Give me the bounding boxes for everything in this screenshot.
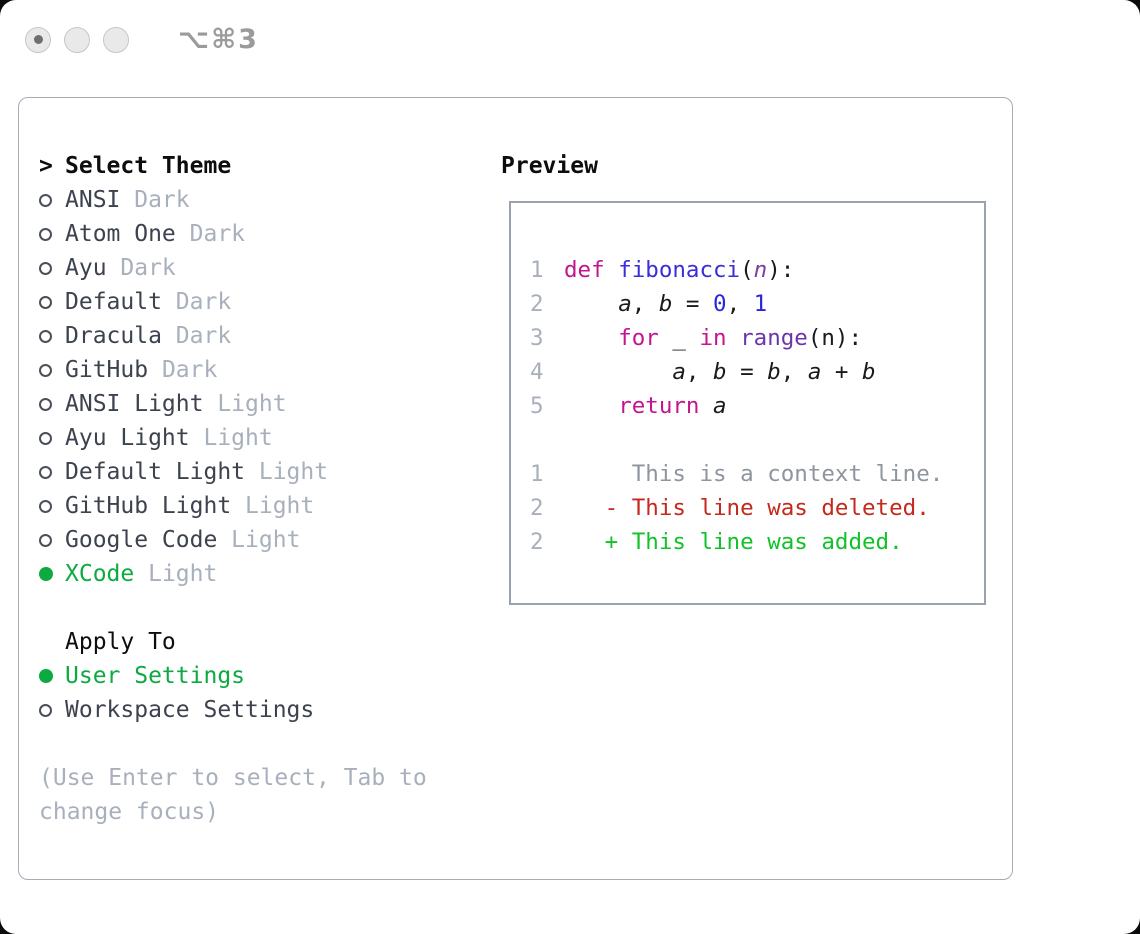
code-token <box>699 393 713 419</box>
apply-to-option[interactable] <box>39 659 427 693</box>
selected-radio-icon <box>39 567 53 581</box>
code-line <box>530 355 984 389</box>
line-number: 1 <box>530 461 544 487</box>
theme-item-variant: Light <box>189 425 273 451</box>
theme-item-name: Ayu Light <box>65 425 190 451</box>
diff-text: + This line was added. <box>564 529 903 555</box>
theme-item-variant: Dark <box>120 187 190 213</box>
line-number: 5 <box>530 393 544 419</box>
theme-list-item[interactable] <box>39 489 427 523</box>
code-preview-lines <box>530 253 984 423</box>
radio-icon <box>39 432 52 445</box>
code-token: b <box>713 359 727 385</box>
apply-option-marker <box>39 669 65 683</box>
code-token: , <box>780 359 808 385</box>
theme-list <box>39 183 427 591</box>
keyboard-hint <box>39 761 427 829</box>
theme-item-name: Ayu <box>65 255 107 281</box>
theme-list-item[interactable] <box>39 523 427 557</box>
theme-item-name: GitHub Light <box>65 493 232 519</box>
code-token: b <box>862 359 876 385</box>
theme-list-item[interactable] <box>39 285 427 319</box>
selected-radio-icon <box>39 669 53 683</box>
window-minimize-button[interactable] <box>64 27 90 53</box>
line-number: 1 <box>530 257 544 283</box>
window-titlebar <box>25 24 259 55</box>
radio-icon <box>39 194 52 207</box>
theme-item-variant: Light <box>231 493 315 519</box>
line-number: 2 <box>530 495 544 521</box>
code-token <box>605 257 619 283</box>
code-line <box>530 287 984 321</box>
theme-item-marker <box>39 432 65 445</box>
code-token: in <box>699 325 727 351</box>
section-gap <box>39 727 427 761</box>
theme-item-variant: Dark <box>106 255 176 281</box>
preview-header: Preview <box>501 153 598 179</box>
diff-line-added <box>530 525 984 559</box>
apply-option-name: Workspace Settings <box>65 697 315 723</box>
apply-option-name: User Settings <box>65 663 246 689</box>
apply-to-header: Apply To <box>65 629 176 655</box>
apply-to-options <box>39 659 427 727</box>
theme-item-marker <box>39 296 65 309</box>
line-number: 3 <box>530 325 544 351</box>
theme-item-name: Dracula <box>65 323 162 349</box>
radio-icon <box>39 534 52 547</box>
diff-text: - This line was deleted. <box>564 495 930 521</box>
code-token: , <box>685 359 714 385</box>
radio-icon <box>39 466 52 479</box>
theme-item-marker <box>39 466 65 479</box>
code-token: a <box>807 359 822 385</box>
code-token: 1 <box>753 291 768 317</box>
theme-picker-panel <box>18 97 1013 880</box>
diff-preview-lines <box>530 457 984 559</box>
theme-item-name: Google Code <box>65 527 218 553</box>
theme-item-variant: Light <box>134 561 218 587</box>
code-token: b <box>658 291 673 317</box>
code-token: b <box>767 359 781 385</box>
code-token: (n): <box>807 325 863 351</box>
theme-list-item[interactable] <box>39 421 427 455</box>
theme-item-variant: Dark <box>161 323 232 349</box>
code-line <box>530 253 984 287</box>
radio-icon <box>39 296 52 309</box>
code-token: ): <box>767 257 795 283</box>
theme-item-variant: Light <box>203 391 287 417</box>
theme-item-name: Default Light <box>65 459 246 485</box>
theme-item-marker <box>39 364 65 377</box>
theme-item-marker <box>39 194 65 207</box>
code-token <box>564 291 618 317</box>
theme-item-marker <box>39 500 65 513</box>
code-token: _ <box>658 325 700 351</box>
code-token: a <box>618 291 632 317</box>
code-token: n <box>753 257 768 283</box>
theme-item-marker <box>39 228 65 241</box>
radio-icon <box>39 262 52 275</box>
apply-to-header-row <box>39 625 427 659</box>
theme-item-variant: Dark <box>161 289 232 315</box>
code-token <box>564 393 618 419</box>
window-close-button[interactable] <box>25 27 51 53</box>
code-token: 0 <box>713 291 727 317</box>
diff-line-context <box>530 457 984 491</box>
radio-icon <box>39 500 52 513</box>
theme-item-name: ANSI <box>65 187 121 213</box>
code-token: fibonacci <box>618 257 741 283</box>
radio-icon <box>39 330 52 343</box>
theme-item-marker <box>39 262 65 275</box>
window-zoom-button[interactable] <box>103 27 129 53</box>
code-token: a <box>713 393 727 419</box>
code-token <box>727 325 741 351</box>
select-theme-header: Select Theme <box>65 153 232 179</box>
diff-text: This is a context line. <box>564 461 944 487</box>
code-preview-box <box>509 201 986 605</box>
code-token: = <box>672 291 714 317</box>
code-token: = <box>726 359 768 385</box>
code-line <box>530 321 984 355</box>
code-line <box>530 389 984 423</box>
theme-list-item[interactable] <box>39 251 427 285</box>
diff-line-deleted <box>530 491 984 525</box>
theme-list-item[interactable] <box>39 455 427 489</box>
theme-item-variant: Dark <box>148 357 218 383</box>
apply-to-option[interactable] <box>39 693 427 727</box>
blank-code-line <box>530 423 984 457</box>
code-token: a <box>672 359 686 385</box>
code-token <box>564 325 618 351</box>
code-token: ( <box>740 257 754 283</box>
theme-list-item[interactable] <box>39 557 427 591</box>
theme-list-item[interactable] <box>39 217 427 251</box>
theme-list-column <box>39 149 427 829</box>
keyboard-hint-line: (Use Enter to select, Tab to <box>39 765 427 791</box>
theme-item-variant: Light <box>245 459 329 485</box>
code-token: def <box>564 257 605 283</box>
code-token: range <box>740 325 808 351</box>
theme-item-marker <box>39 330 65 343</box>
radio-icon <box>39 228 52 241</box>
window-active-dot-icon <box>34 35 43 44</box>
theme-item-name: Atom One <box>65 221 176 247</box>
line-number: 2 <box>530 291 544 317</box>
code-token: , <box>726 291 754 317</box>
apply-option-marker <box>39 704 65 717</box>
theme-list-item[interactable] <box>39 387 427 421</box>
line-number: 4 <box>530 359 544 385</box>
code-token <box>564 359 672 385</box>
theme-item-name: XCode <box>65 561 135 587</box>
radio-icon <box>39 398 52 411</box>
keyboard-hint-line: change focus) <box>39 799 220 825</box>
theme-item-name: Default <box>65 289 162 315</box>
theme-list-item[interactable] <box>39 353 427 387</box>
theme-item-marker <box>39 567 65 581</box>
radio-icon <box>39 704 52 717</box>
radio-icon <box>39 364 52 377</box>
select-theme-header-row <box>39 149 427 183</box>
line-number: 2 <box>530 529 544 555</box>
theme-item-marker <box>39 398 65 411</box>
code-token: for <box>618 325 659 351</box>
code-token: return <box>618 393 700 419</box>
theme-list-item[interactable] <box>39 319 427 353</box>
theme-item-name: GitHub <box>65 357 149 383</box>
section-gap <box>39 591 427 625</box>
code-token: + <box>821 359 863 385</box>
theme-item-variant: Light <box>217 527 301 553</box>
code-token: , <box>631 291 659 317</box>
theme-item-variant: Dark <box>175 221 246 247</box>
theme-list-item[interactable] <box>39 183 427 217</box>
focus-caret-icon: > <box>39 153 53 179</box>
window-shortcut-label: ⌥⌘3 <box>178 24 259 55</box>
theme-item-marker <box>39 534 65 547</box>
theme-item-name: ANSI Light <box>65 391 204 417</box>
